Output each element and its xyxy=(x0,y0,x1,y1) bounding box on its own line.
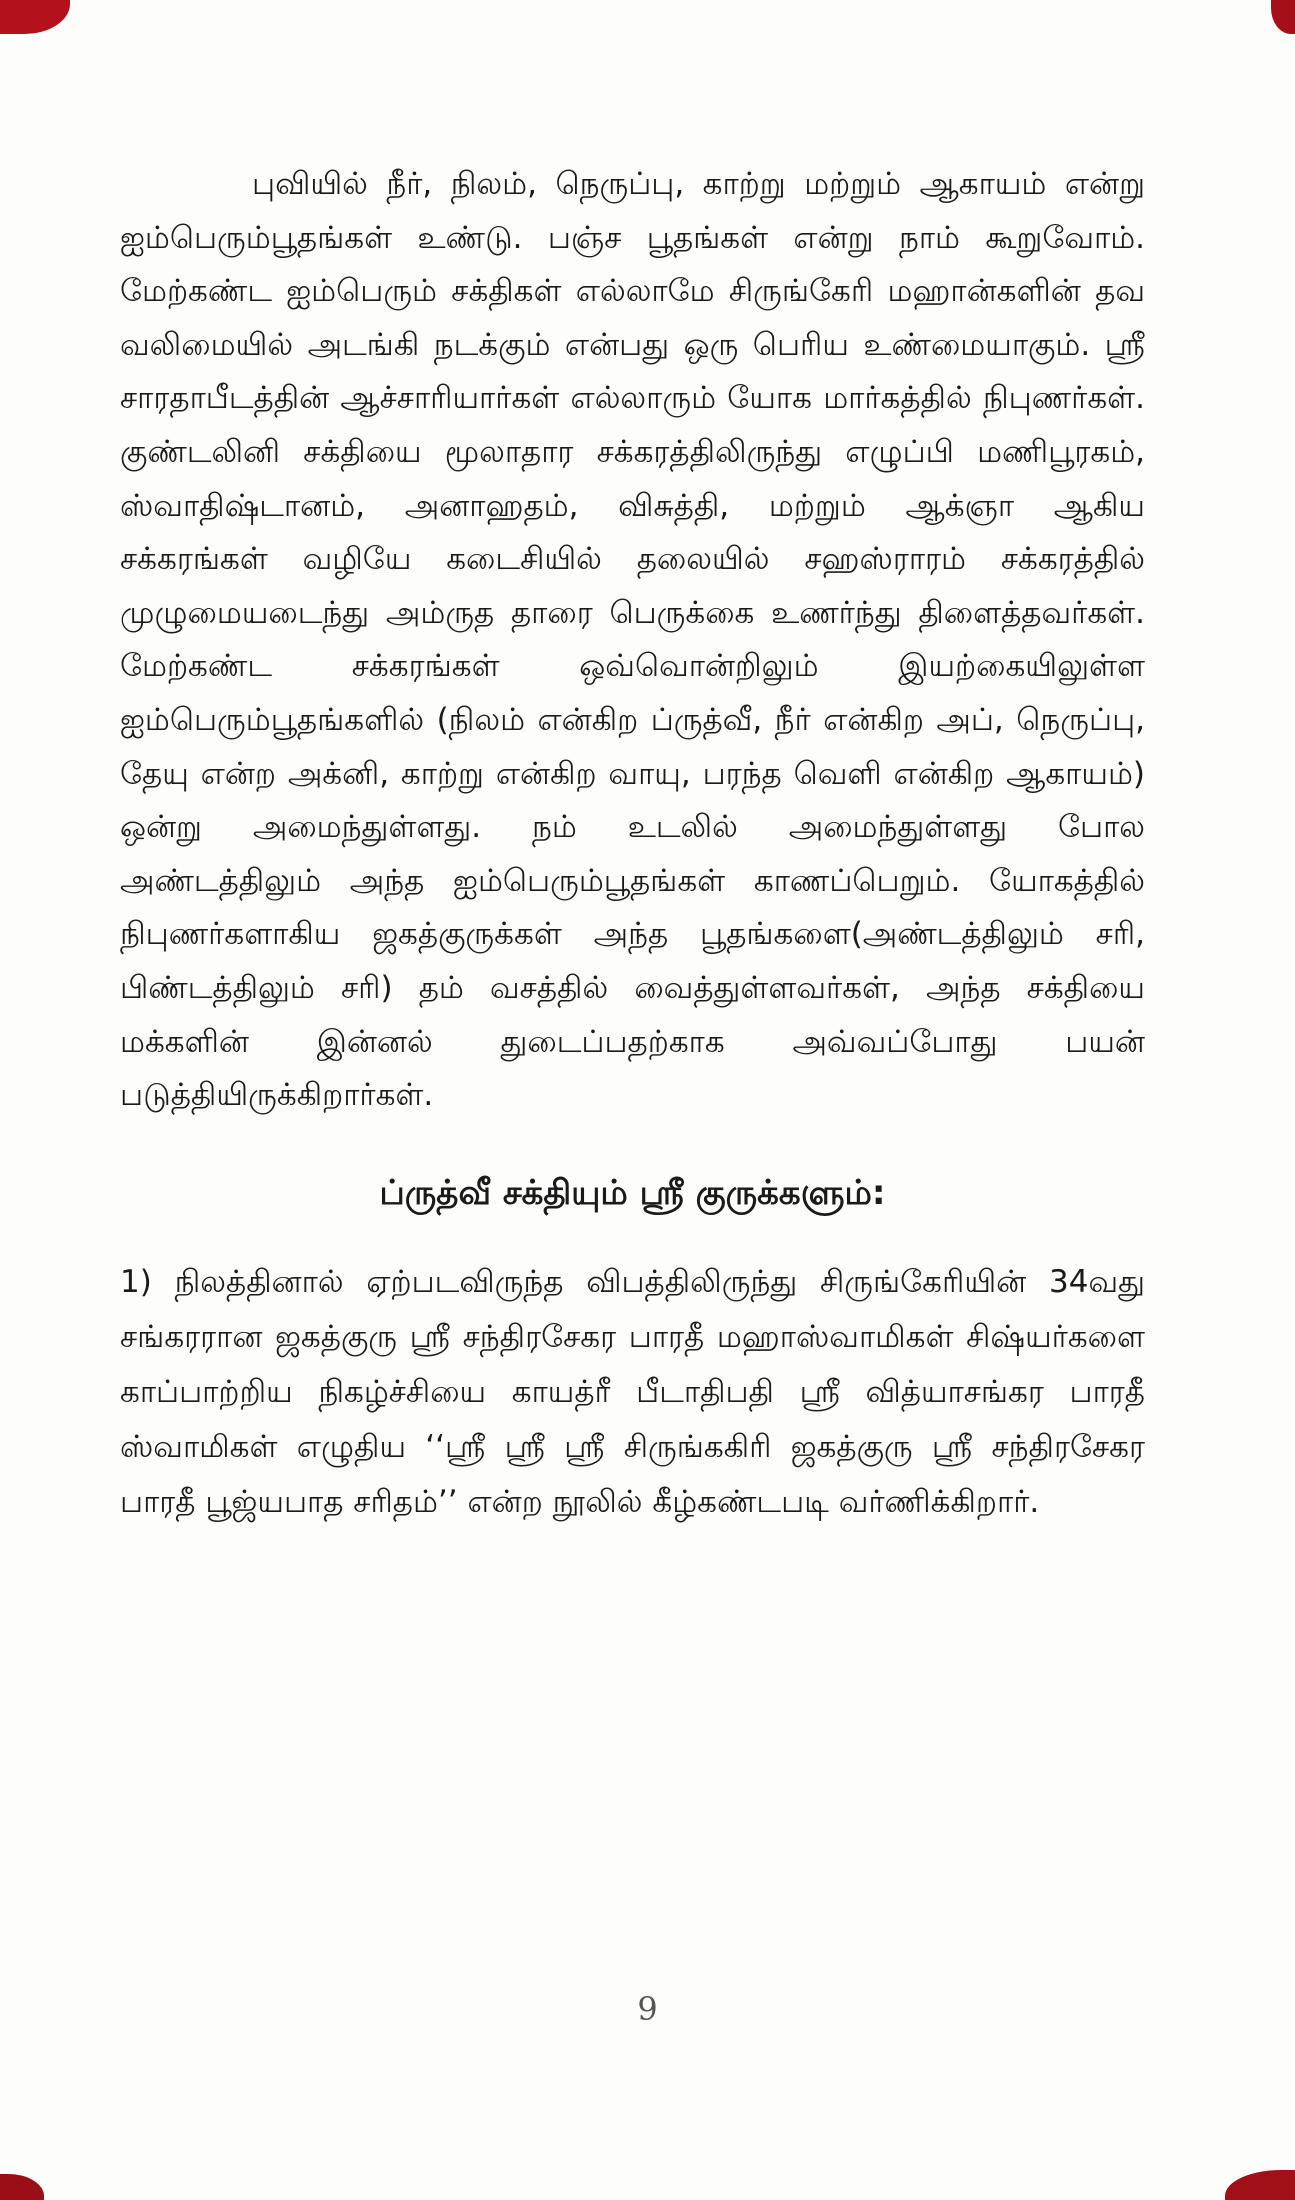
text-column xyxy=(120,158,1145,1530)
body-paragraph-2: 1) நிலத்தினால் ஏற்படவிருந்த விபத்திலிருந்து சிருங்கேரியின் 34வது சங்கரரான ஜகத்குரு ஸ்ரீ சந்திரசேகர பாரதீ மஹாஸ்வாமிகள் சிஷ்யர்களை காப்பாற்றிய நிகழ்ச்சியை காயத்ரீ பீடாதிபதி ஸ்ரீ வித்யாசங்கர பாரதீ ஸ்வாமிகள் எழுதிய ‘‘ஸ்ரீ ஸ்ரீ ஸ்ரீ சிருங்ககிரி ஜகத்குரு ஸ்ரீ சந்திரசேகர பாரதீ பூஜ்யபாத சரிதம்’’ என்ற நூலில் கீழ்கண்டபடி வர்ணிக்கிறார். xyxy=(120,1263,1145,1520)
red-cover-edge-top-left xyxy=(0,0,70,34)
body-paragraph-1: புவியில் நீர், நிலம், நெருப்பு, காற்று மற்றும் ஆகாயம் என்று ஐம்பெரும்பூதங்கள் உண்டு. பஞ்ச பூதங்கள் என்று நாம் கூறுவோம். மேற்கண்ட ஐம்பெரும் சக்திகள் எல்லாமே சிருங்கேரி மஹான்களின் தவ வலிமையில் அடங்கி நடக்கும் என்பது ஒரு பெரிய உண்மையாகும். ஸ்ரீ சாரதாபீடத்தின் ஆச்சாரியார்கள் எல்லாரும் யோக மார்கத்தில் நிபுணர்கள். குண்டலினி சக்தியை மூலாதார சக்கரத்திலிருந்து எழுப்பி மணிபூரகம், ஸ்வாதிஷ்டானம், அனாஹதம், விசுத்தி, மற்றும் ஆக்ஞா ஆகிய சக்கரங்கள் வழியே கடைசியில் தலையில் சஹஸ்ராரம் சக்கரத்தில் முழுமையடைந்து அம்ருத தாரை பெருக்கை உணர்ந்து திளைத்தவர்கள். மேற்கண்ட சக்கரங்கள் ஒவ்வொன்றிலும் இயற்கையிலுள்ள ஐம்பெரும்பூதங்களில் (நிலம் என்கிற ப்ருத்வீ, நீர் என்கிற அப், நெருப்பு, தேயு என்ற அக்னி, காற்று என்கிற வாயு, பரந்த வெளி என்கிற ஆகாயம்) ஒன்று அமைந்துள்ளது. நம் உடலில் அமைந்துள்ளது போல அண்டத்திலும் அந்த ஐம்பெரும்பூதங்கள் காணப்பெறும். யோகத்தில் நிபுணர்களாகிய ஜகத்குருக்கள் அந்த பூதங்களை(அண்டத்திலும் சரி, பிண்டத்திலும் சரி) தம் வசத்தில் வைத்துள்ளவர்கள், அந்த சக்தியை மக்களின் இன்னல் துடைப்பதற்காக அவ்வப்போது பயன் படுத்தியிருக்கிறார்கள். xyxy=(120,166,1145,1114)
red-cover-edge-bottom-left xyxy=(0,2174,44,2200)
page-number: 9 xyxy=(637,1990,658,2028)
red-cover-edge-top-right xyxy=(1271,0,1295,34)
section-heading: ப்ருத்வீ சக்தியும் ஸ்ரீ குருக்களும்: xyxy=(379,1172,886,1213)
red-cover-edge-bottom-right xyxy=(1225,2170,1295,2200)
